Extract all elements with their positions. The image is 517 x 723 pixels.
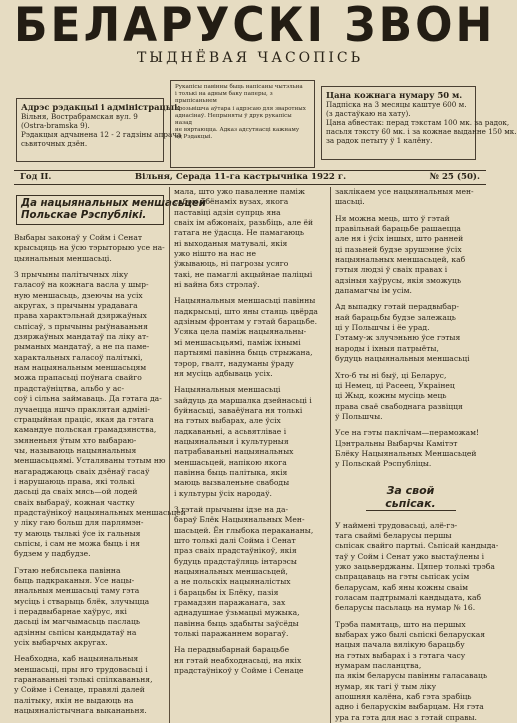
- text-line: па якім беларусы павінны галасаваць: [335, 671, 488, 681]
- newspaper-title: БЕЛАРУСКІ ЗВОН: [14, 0, 496, 54]
- notice-line: ад Рэдакцыі.: [175, 134, 213, 141]
- newspaper-subtitle: ТЫДНЁВАЯ ЧАСОПІСЬ: [136, 50, 364, 66]
- address-line: (Ostra-bramska 9).: [21, 121, 90, 130]
- text-line: ці Жыд, кожны мусіць мець: [335, 391, 447, 401]
- text-line: цыянальныя меншасьці.: [14, 253, 112, 263]
- text-line: выбарах ужо былі сьпіскі беларуская: [335, 630, 486, 640]
- text-line: быць падкраканыя. Усе нацы-: [14, 576, 135, 585]
- text-line: будзем у падбудзе.: [14, 549, 91, 559]
- text-line: сьпрацаваць на гэты сьпісак усім: [335, 572, 470, 582]
- text-line: Гэтаю небясьпека павінна: [14, 565, 121, 575]
- text-line: адзіным фронтам у гэтай барацьбе.: [174, 317, 317, 327]
- text-line: нацыя пачала вялікую барацьбу: [335, 640, 465, 650]
- text-line: на гэтых выбарах і з гэтага часу: [335, 650, 466, 660]
- text-line: Усяка цела паміж нацыянальны-: [174, 327, 307, 337]
- column-3: [334, 187, 499, 723]
- text-line: бараў Блёк Нацыянальных Мен-: [174, 515, 305, 525]
- text-line: у Сойме і Сенаце, правялі далей: [14, 685, 145, 695]
- text-line: адно і беларускім выбарцам. Ня гэта: [335, 702, 484, 712]
- text-line: ня гэтай неабходнасьці, на якіх: [174, 655, 302, 665]
- text-line: лучаецца яшчэ праклятая адміні-: [14, 404, 150, 414]
- editorial-address-box: [16, 98, 182, 162]
- text-line: Гэтаму-ж злучэньню ўсе гэтыя: [335, 333, 461, 343]
- text-line: сваіх ім абжонаіх, разьбіць, але ёй: [174, 218, 314, 228]
- text-line: беларусы пасьлаць на нумар № 16.: [335, 603, 476, 613]
- text-line: такі, не памаглі акцыйнае паліцыі: [174, 269, 313, 279]
- text-line: павінна быць палітыка, якія: [174, 467, 288, 477]
- text-line: галасоў на кожнага васла у шыр-: [14, 280, 149, 290]
- text-line: мусіць і стварыць блёк, злучыцца: [14, 596, 150, 606]
- text-line: Ня можна мець, што ў гэтай: [335, 213, 450, 223]
- text-line: У наймені трудовасьці, алё-гэ-: [335, 520, 458, 530]
- text-line: ці Немец, ці Расеец, Украінец: [335, 380, 455, 390]
- text-line: Ад выпадку гэтай перадвыбар-: [335, 302, 459, 312]
- text-line: сабою абёнаміх вузах, якога: [174, 197, 289, 207]
- text-line: крысьцяць на ўсю тэрыторыю усе на-: [14, 243, 165, 253]
- text-line: прадстаўнікоў у Сойме і Сенаце: [174, 666, 304, 676]
- notice-line: прозьвішча аўтара і адрэсаю для зваротных: [175, 105, 306, 112]
- text-line: дапамагчы ім усім.: [335, 286, 412, 296]
- text-line: На перадвыбарнай барацьбе: [174, 645, 290, 655]
- text-line: нам нацыянальным меншасьцям: [14, 363, 147, 373]
- text-line: Цэнтральны Выбарчы Камітэт: [335, 438, 458, 448]
- text-line: нацыянальных меншасьцей,: [174, 567, 288, 577]
- info-bar: [16, 74, 517, 166]
- text-line: тэрор, гвалт, надуманы ўраду: [174, 358, 294, 368]
- text-line: прадстаўнікоў нацыянальных меншасьцей: [14, 507, 186, 517]
- text-line: меншасьці, пры яго трудовасьці і: [14, 664, 148, 674]
- notice-line: Рукапісы павінны быць напісаны чытэльна: [175, 84, 303, 90]
- issue-date: Вільня, Серада 11-га кастрычніка 1922 г.: [134, 172, 347, 182]
- text-line: рыманых мандатаў, а не па паме-: [14, 342, 150, 352]
- text-line: павінна быць здабыты заўсёды: [174, 618, 299, 628]
- text-line: у Польскай Рэспубліцы.: [335, 459, 432, 469]
- column-1-text: [14, 233, 186, 716]
- price-line: Цана абвестак: перад тэкстам 100 мк. за радок,: [326, 118, 510, 127]
- notice-line: не вяртаюцца. Адказ адсутнасці кажнаму: [175, 127, 300, 134]
- text-line: нацыяналістычнага выкананьня.: [14, 706, 147, 716]
- price-line: (з дастаўкаю на хату).: [326, 109, 411, 118]
- text-line: ні вайна бяз стрэлаў.: [174, 280, 260, 290]
- address-heading: Адрэс рэдакцыі і адміністрацыі:: [21, 102, 181, 112]
- text-line: палітыку, якія не выдаюць на: [14, 695, 134, 705]
- price-box: [321, 86, 517, 160]
- text-line: грамадзян паражанага, зах: [174, 598, 286, 608]
- text-line: нагараджаюць сваіх дзёнаў гасаў: [14, 466, 150, 476]
- column-3-text-2: [335, 520, 499, 723]
- text-line: таў у Сойм і Сенат ужо выстаўлены і: [335, 551, 485, 561]
- text-line: ў Польшчы.: [335, 411, 383, 421]
- text-line: сьпісы, і сам не можа быць і ня: [14, 538, 141, 548]
- text-line: апошняя калёна, каб гэта зрабіць: [335, 692, 472, 702]
- text-line: ці у Польшчы і ёе урад.: [335, 323, 430, 333]
- text-line: Нацыянальныя меншасьці павінны: [174, 296, 316, 306]
- column-1: [14, 187, 206, 723]
- text-line: але ня і ўсіх іншых, што ранней: [335, 234, 464, 244]
- text-line: можа прапасьці поўнага свайго: [14, 373, 142, 383]
- text-line: права характэльнай дзяржаўных: [14, 311, 147, 321]
- text-line: шасьцей. Ён глыбока перакананы,: [174, 525, 314, 535]
- text-line: нумарам пасланцтва,: [335, 661, 422, 671]
- text-line: ту маюць тылькі ўсе іх гальныя: [14, 528, 141, 538]
- text-line: ужо нішто на нас не: [174, 249, 256, 259]
- text-line: дасьці ім магчымасьць паслаць: [14, 617, 141, 627]
- text-line: адзіныя хаўрусы, якія зможуць: [335, 275, 462, 285]
- text-line: З гэтай прычыны ідзе на да-: [174, 504, 289, 514]
- article-columns: [14, 187, 499, 722]
- text-line: чы, называюць нацыянальныя: [14, 445, 137, 455]
- text-line: гатага не ўдасца. Не памагаюць: [174, 228, 304, 238]
- text-line: і перадвыбарнае хаўрус, які: [14, 607, 127, 617]
- price-line: Падпіска на 3 месяцы каштуе 600 м.: [326, 100, 467, 109]
- masthead: [14, 0, 496, 66]
- text-line: што толькі далі Сойма і Сенат: [174, 536, 296, 545]
- text-line: маюць вызваленьне свабоды: [174, 478, 290, 488]
- text-line: нумар, як тагі ў тым ліку: [335, 681, 437, 691]
- text-line: шасьці.: [335, 197, 365, 207]
- text-line: дзяржаўных мандатаў па ліку ат-: [14, 332, 149, 342]
- price-line: за радок петыту ў 1 калёну.: [326, 136, 433, 145]
- text-line: і нарушаюць права, які толькі: [14, 476, 135, 486]
- text-line: ладкаваньні, а асьвятлівае і: [174, 426, 287, 436]
- text-line: змяненьня ўтым хто выбараю-: [14, 435, 137, 445]
- text-line: а не польскіх нацыяналістых: [174, 577, 291, 587]
- text-line: зайдуць да маршалка дзейнасьці і: [174, 395, 312, 405]
- headline-line: Польскае Рэспублікі.: [21, 210, 147, 221]
- headline-line: Да нацыянальных меншасьцей: [21, 198, 206, 209]
- column-3-text: [335, 187, 486, 470]
- text-line: ную меншасьць, дзеючы на усіх: [14, 290, 143, 300]
- dateline: [14, 170, 486, 185]
- text-line: патрабаваньні нацыянальных: [174, 447, 294, 457]
- text-line: ці пазьней будзе зрушэнне ўсіх: [335, 244, 462, 254]
- article-headline: [16, 195, 206, 225]
- issue-number: № 25 (50).: [429, 172, 480, 182]
- column-2-text: [174, 187, 327, 676]
- text-line: у ліку гаю больш для парлямэн-: [14, 518, 144, 528]
- text-line: гаранаваньні тэлькі спілкаваньня,: [14, 675, 153, 685]
- text-line: Нацыянальныя меншасьці: [174, 385, 281, 395]
- text-line: будуць прадстаўляць інтарэсы: [174, 556, 297, 566]
- text-line: Хто-б ты ні быў, ці Беларус,: [335, 370, 447, 380]
- text-line: паставіці адзін супрць яна: [174, 207, 281, 217]
- text-line: мі меншасьцьямі, паміж іхнымі: [174, 337, 301, 347]
- text-line: голасам падтрымалі кандыдата, каб: [335, 593, 482, 602]
- text-line: правільнай барацьбе рашаецца: [335, 224, 461, 234]
- text-line: Выбары законаў у Сойм і Сенат: [14, 233, 143, 242]
- text-line: беларусам, каб яны кожны сваім: [335, 582, 469, 592]
- text-line: на гэтых выбарах, але ўсіх: [174, 416, 281, 426]
- text-line: толькі паражаннем ворагаў.: [174, 629, 289, 639]
- text-line: буйнасьці, заваёўнага ня толькі: [174, 405, 303, 415]
- text-line: ужо зацьверджаны. Цяпер толькі трэба: [335, 561, 495, 571]
- text-line: соў і сільна займаваць. Да гэтага да-: [14, 394, 162, 404]
- text-line: тага сваймі беларусы першы: [335, 530, 452, 540]
- address-line: Рэдакцыя адчынена 12 - 2 гадзіны апрача: [21, 130, 182, 139]
- address-line: сьвяточных дзён.: [21, 139, 88, 148]
- text-line: і барацьбы іх Блёку, пазія: [174, 587, 279, 597]
- text-line: ні выходаныя матувалі, якія: [174, 238, 288, 248]
- text-line: камандуе польская грамадзянства,: [14, 425, 157, 435]
- section-title: За свой сьпісак.: [366, 484, 456, 511]
- price-heading: Цана кожнага нумару 50 м.: [326, 90, 463, 100]
- text-line: заклікаем усе нацыянальныя мен-: [335, 187, 474, 196]
- text-line: нацыянальных меншасьцей, каб: [335, 255, 466, 265]
- notice-line: і толькі на адным баку паперы, з прыпісаньнем: [175, 91, 273, 105]
- text-line: адзінны сьпісы кандыдатаў на: [14, 627, 137, 637]
- text-line: будуць нацыянальныя меншасьці: [335, 354, 470, 364]
- text-line: ня мусіць адбываць усіх.: [174, 368, 273, 378]
- text-line: мала, што ужо паваленне паміж: [174, 187, 305, 196]
- text-line: най барацьбы будзе залежаць: [335, 312, 456, 322]
- text-line: Неабходна, каб нацыянальныя: [14, 654, 139, 664]
- address-line: Вільня, Вострабрамская вул. 9: [21, 112, 138, 121]
- text-line: гэтыя людзі ў сваіх правах і: [335, 265, 448, 275]
- text-line: народы і іхныя патрыёты,: [335, 343, 439, 353]
- text-line: янальныя меншасьці таму гэта: [14, 586, 140, 596]
- text-line: сьпісак свайго партыі. Сьпісай кандыда-: [335, 541, 499, 551]
- text-line: страцыйная праціс, якая да гэтага: [14, 414, 154, 424]
- text-line: сьпісаў, з прычыны рыўнаваньня: [14, 321, 148, 331]
- manuscript-notice-box: [170, 80, 315, 168]
- text-line: права сваё свабоднага развіцця: [335, 401, 463, 411]
- text-line: Усе на гэты паклічам—пераможам!: [335, 428, 480, 438]
- price-line: пасьля тэксту 60 мк. і за кожнае выданне 150 мк.: [326, 127, 517, 136]
- text-line: Блёку Нацыянальных Меншасьцей: [335, 448, 477, 458]
- text-line: сваіх выбараў, кожная частку: [14, 497, 135, 507]
- text-line: і культуры ўсіх народаў.: [174, 488, 272, 498]
- text-line: усіх выбарчых акругах.: [14, 638, 108, 648]
- text-line: З прычыны палітычных ліку: [14, 270, 129, 280]
- column-2: [173, 187, 327, 723]
- text-line: акругах, з прычыны урадавага: [14, 301, 138, 311]
- text-line: меншасьцей, напікою якога: [174, 457, 287, 467]
- text-line: аднадушнае ўзьмацыі мужыка,: [174, 608, 300, 618]
- notice-line: аднасінаў. Непрыняты ў друк рукапісы назад: [175, 112, 292, 127]
- text-line: характальных галасоў палітыкі,: [14, 352, 143, 362]
- text-line: прадстаўніцтва, альбо у ас-: [14, 383, 125, 393]
- text-line: партыямі павінна быць стрыжана,: [174, 348, 313, 358]
- year-label: Год II.: [20, 172, 52, 182]
- text-line: нацыянальныя і культурныя: [174, 436, 289, 446]
- text-line: дасьці да сваіх мясь—ой лодей: [14, 487, 138, 497]
- text-line: праз сваіх прадстаўнікоў, якія: [174, 546, 297, 556]
- text-line: ўжываюць, ні пагрозы усяго: [174, 259, 289, 269]
- text-line: Трэба памятаць, што на першых: [335, 619, 466, 629]
- text-line: падкрысьці, што яны стаяць цвёрда: [174, 306, 318, 316]
- text-line: ура га гэта для нас з гэтай справы.: [335, 712, 477, 722]
- text-line: меншасьцьямі. Усталяваны тэтым ню: [14, 456, 166, 466]
